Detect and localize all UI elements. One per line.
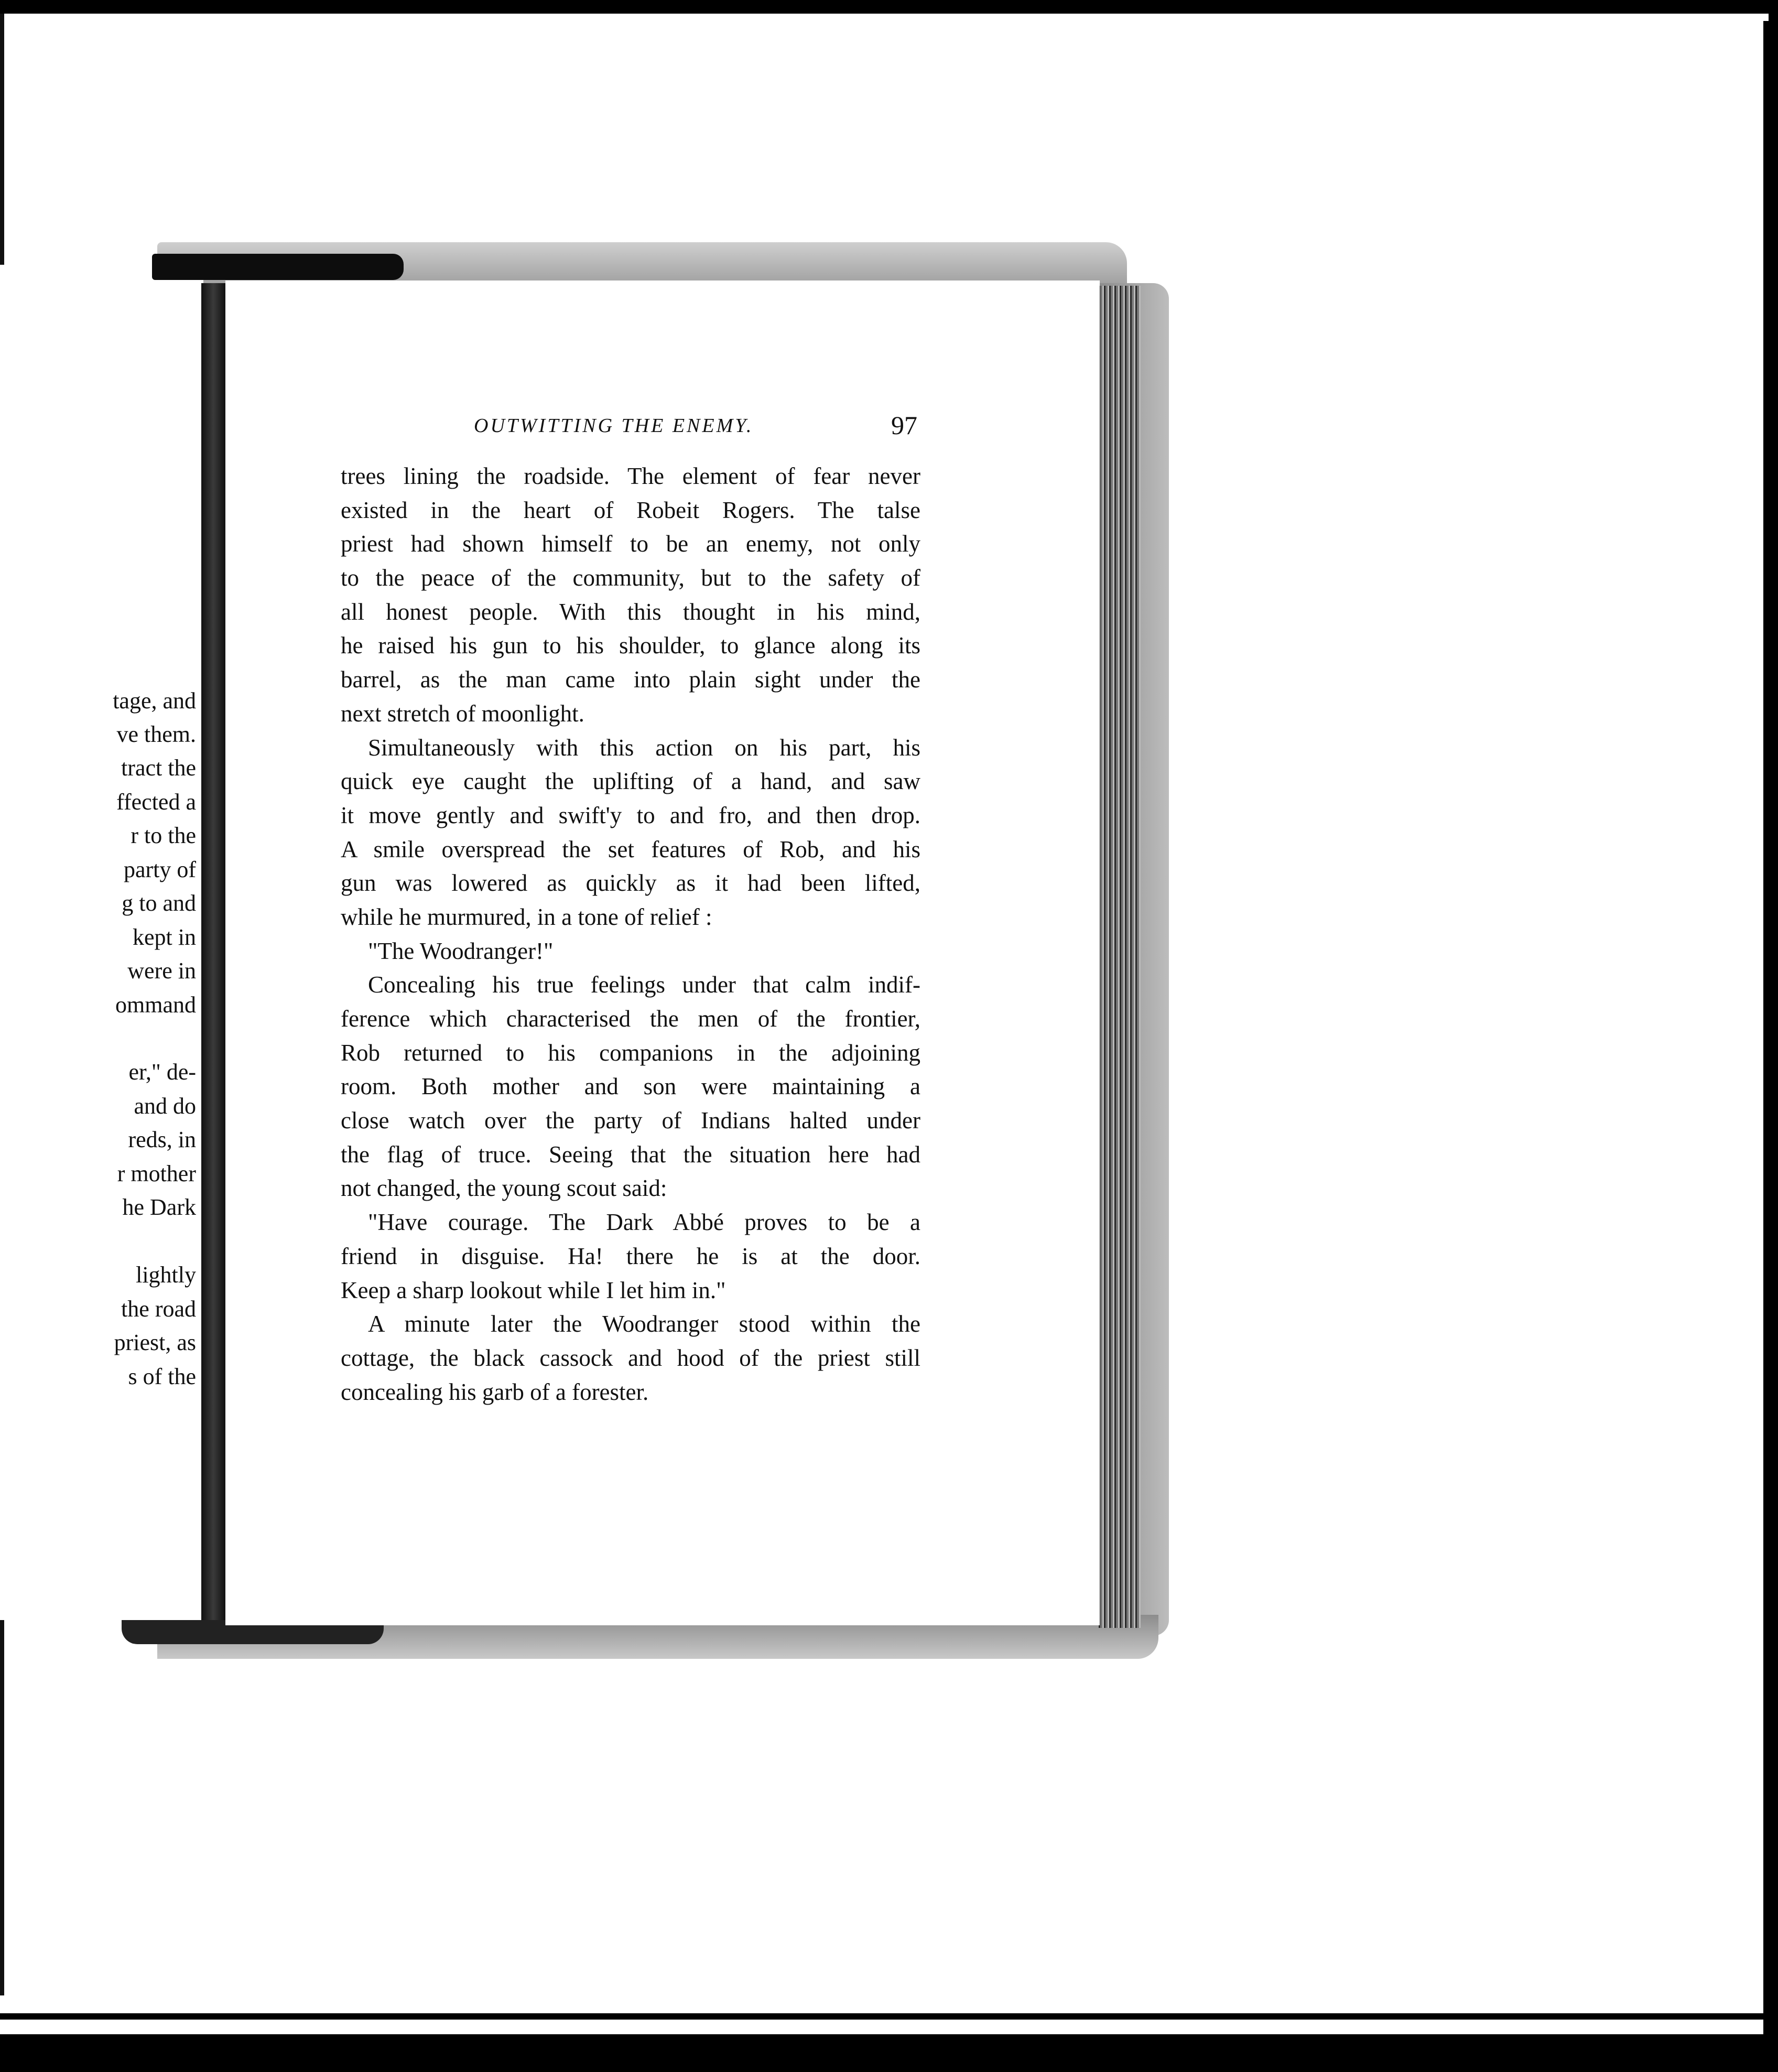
text-line: A smile overspread the set features of Rob, and his (341, 836, 920, 862)
left-page-line: ffected a (116, 789, 196, 815)
text-line: room. Both mother and son were maintaining a (341, 1073, 920, 1100)
left-page-line: priest, as (114, 1330, 196, 1355)
scan-border-top (0, 0, 1778, 14)
left-page-line: the road (121, 1296, 196, 1322)
page-number: 97 (891, 411, 917, 440)
text-line: quick eye caught the uplifting of a hand, and saw (341, 768, 920, 795)
text-line: barrel, as the man came into plain sight under the (341, 666, 920, 693)
text-line: the flag of truce. Seeing that the situation here had (341, 1141, 920, 1168)
text-line: A minute later the Woodranger stood within the (368, 1311, 920, 1337)
scan-border-right-inner (1763, 21, 1769, 2034)
text-line: trees lining the roadside. The element of fear never (341, 463, 920, 489)
left-page-line: r to the (131, 823, 196, 848)
text-line: gun was lowered as quickly as it had been lifted, (341, 870, 920, 897)
gutter-top-strip (152, 254, 404, 280)
running-head: OUTWITTING THE ENEMY. (474, 415, 754, 437)
text-line: all honest people. With this thought in his mind, (341, 598, 920, 625)
left-page-line: reds, in (128, 1127, 196, 1152)
text-line: "Have courage. The Dark Abbé proves to be a (368, 1209, 920, 1236)
text-line: while he murmured, in a tone of relief : (341, 903, 712, 930)
left-page-line: tage, and (113, 688, 196, 714)
text-line: next stretch of moonlight. (341, 700, 584, 727)
text-line: priest had shown himself to be an enemy, not only (341, 531, 920, 557)
page-edges (1099, 286, 1141, 1628)
text-line: "The Woodranger!" (368, 937, 554, 964)
left-page-line: g to and (122, 890, 196, 916)
text-line: Concealing his true feelings under that calm indif- (368, 972, 920, 998)
left-page-line: lightly (136, 1262, 196, 1288)
scan-border-right (1769, 0, 1778, 2072)
left-page-line: tract the (121, 755, 196, 781)
left-page-line: party of (123, 857, 196, 882)
left-page-line: were in (127, 958, 196, 984)
text-line: Simultaneously with this action on his part, his (368, 734, 920, 761)
body-text (341, 459, 920, 1409)
text-line: Rob returned to his companions in the adjoining (341, 1039, 920, 1066)
text-line: close watch over the party of Indians halted under (341, 1107, 920, 1134)
text-line: ference which characterised the men of the frontier, (341, 1006, 920, 1032)
text-line: he raised his gun to his shoulder, to glance along its (341, 632, 920, 659)
scan-border-bottom (0, 2034, 1778, 2072)
left-page-line: ve them. (116, 721, 196, 747)
scan-border-bottom-line (0, 2013, 1778, 2020)
text-line: Keep a sharp lookout while I let him in." (341, 1277, 726, 1303)
book-gutter (201, 283, 225, 1625)
text-line: concealing his garb of a forester. (341, 1378, 649, 1405)
left-page (0, 265, 203, 1620)
text-line: not changed, the young scout said: (341, 1175, 667, 1202)
left-page-line: ommand (115, 992, 196, 1018)
left-page-line: kept in (133, 924, 196, 950)
text-line: cottage, the black cassock and hood of the priest still (341, 1344, 920, 1371)
left-page-line: and do (134, 1093, 196, 1119)
text-line: to the peace of the community, but to the safety of (341, 565, 920, 591)
left-page-line: er," de- (128, 1059, 196, 1085)
left-page-line: s of the (128, 1364, 196, 1389)
left-page-line: r mother (117, 1161, 196, 1186)
text-line: friend in disguise. Ha! there he is at the door. (341, 1243, 920, 1269)
text-line: it move gently and swift'y to and fro, and then drop. (341, 802, 920, 828)
left-page-line: he Dark (122, 1194, 196, 1220)
text-line: existed in the heart of Robeit Rogers. The talse (341, 497, 920, 523)
